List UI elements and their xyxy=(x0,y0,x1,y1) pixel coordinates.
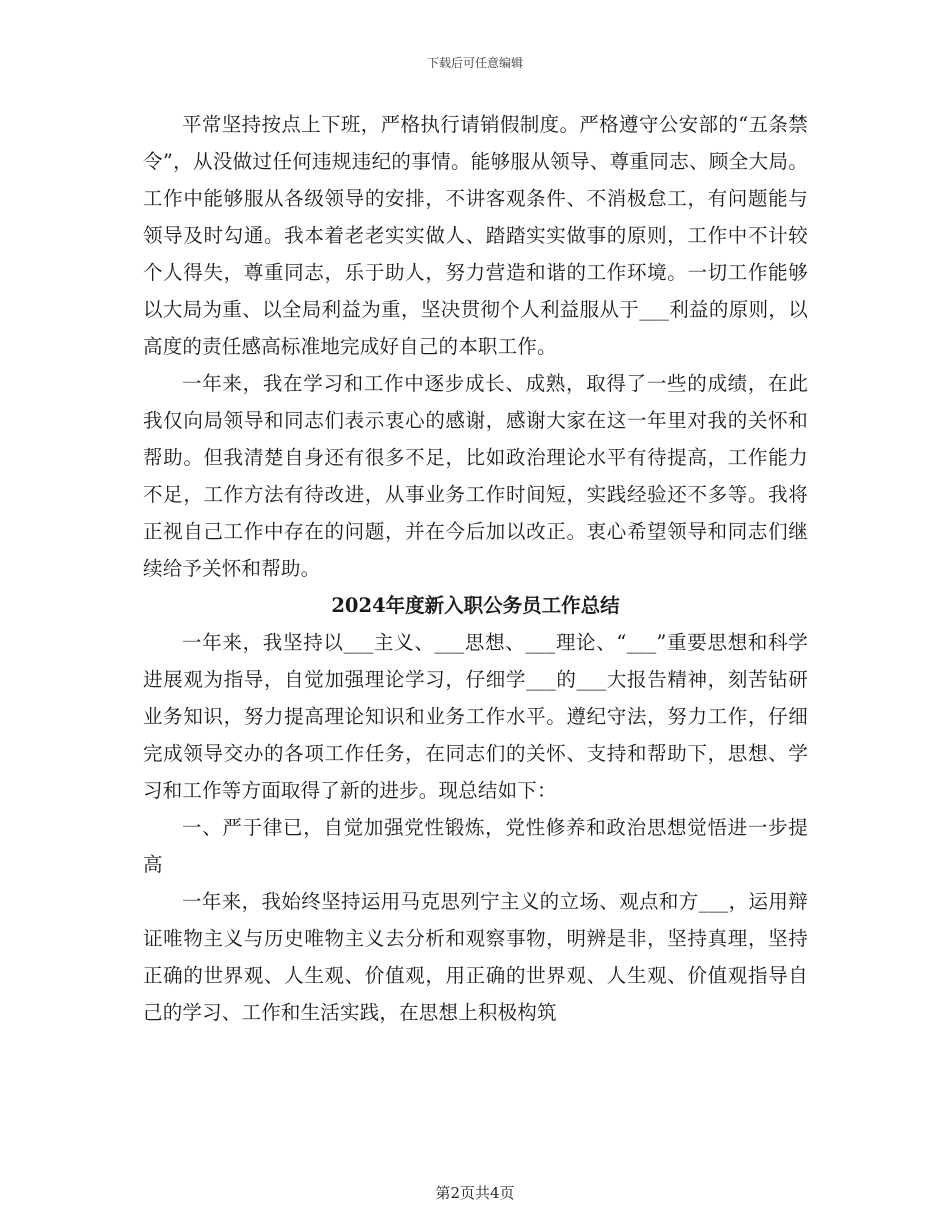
page-header-note: 下载后可任意编辑 xyxy=(426,56,523,70)
paragraph-discipline: 平常坚持按点上下班，严格执行请销假制度。严格遵守公安部的“五条禁令”，从没做过任何违规违纪的事情。能够服从领导、尊重同志、顾全大局。工作中能够服从各级领导的安排，不讲客观条件、不消极怠工，有问题能与领导及时勾通。我本着老老实实做人、踏踏实实做事的原则，工作中不计较个人得失，尊重同志，乐于助人，努力营造和谐的工作环境。一切工作能够以大局为重、以全局利益为重，坚决贯彻个人利益服从于___利益的原则，以高度的责任感高标准地完成好自己的本职工作。 xyxy=(143,113,808,358)
paragraph-intro: 一年来，我坚持以___主义、___思想、___理论、“___”重要思想和科学进展观为指导，自觉加强理论学习，仔细学___的___大报告精神，刻苦钻研业务知识，努力提高理论知识和业务工作水平。遵纪守法，努力工作，仔细完成领导交办的各项工作任务，在同志们的关怀、支持和帮助下，思想、学习和工作等方面取得了新的进步。现总结如下： xyxy=(143,631,808,802)
paragraph-heading-one: 一、严于律已，自觉加强党性锻炼，党性修养和政治思想觉悟进一步提高 xyxy=(143,816,808,876)
section-title: 2024年度新入职公务员工作总结 xyxy=(331,594,620,617)
document-body xyxy=(143,106,808,1031)
page-number: 第2页共4页 xyxy=(435,1184,515,1202)
paragraph-theory: 一年来，我始终坚持运用马克思列宁主义的立场、观点和方___，运用辩证唯物主义与历史唯物主义去分析和观察事物，明辨是非，坚持真理，坚持正确的世界观、人生观、价值观，用正确的世界观、人生观、价值观指导自己的学习、工作和生活实践，在思想上积极构筑 xyxy=(143,890,808,1024)
paragraph-reflection: 一年来，我在学习和工作中逐步成长、成熟，取得了一些的成绩，在此我仅向局领导和同志们表示衷心的感谢，感谢大家在这一年里对我的关怀和帮助。但我清楚自身还有很多不足，比如政治理论水平有待提高，工作能力不足，工作方法有待改进，从事业务工作时间短，实践经验还不多等。我将正视自己工作中存在的问题，并在今后加以改正。衷心希望领导和同志们继续给予关怀和帮助。 xyxy=(143,372,808,580)
